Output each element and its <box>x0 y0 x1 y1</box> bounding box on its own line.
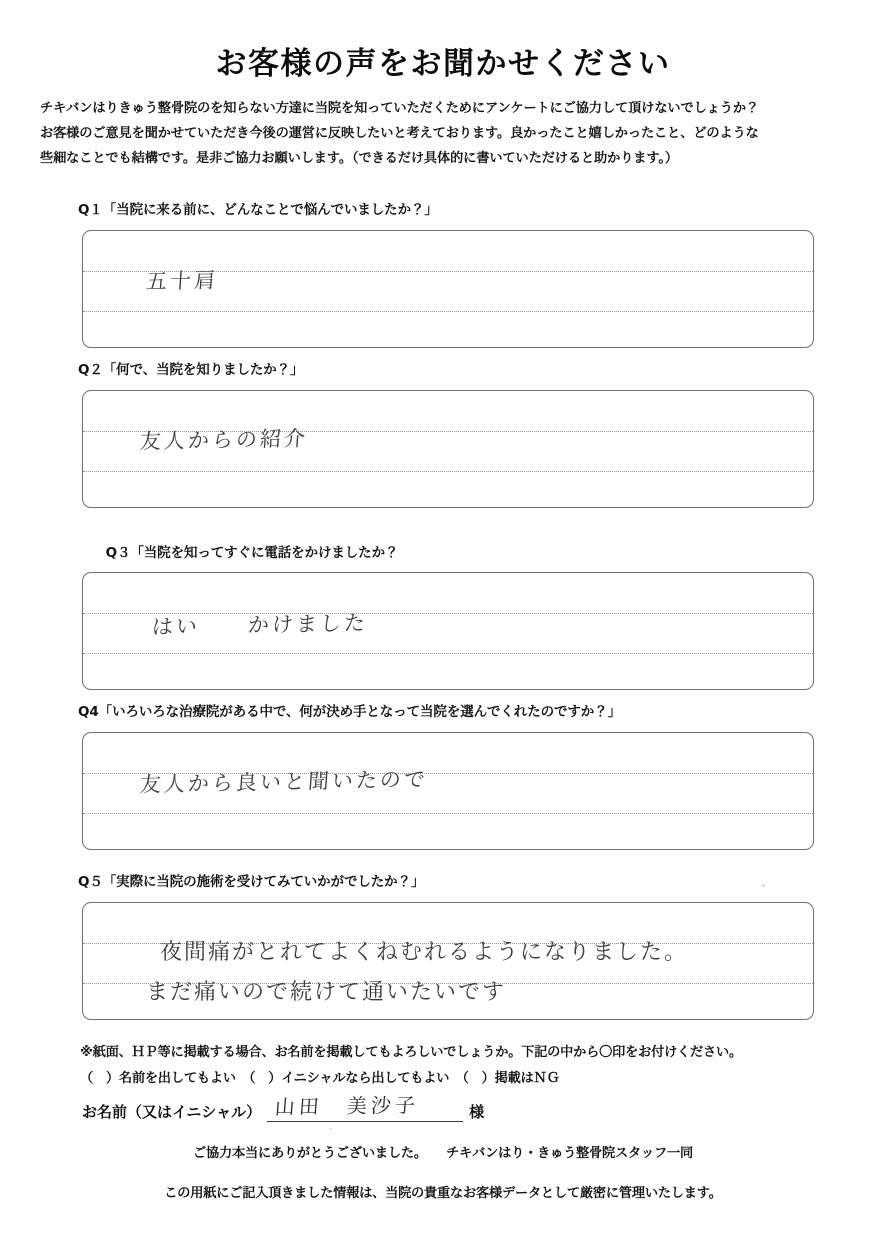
intro-paragraph <box>40 96 852 171</box>
page-title: お客様の声をお聞かせください <box>215 46 671 82</box>
consent-notice-line1: ※紙面、ＨＰ等に掲載する場合、お名前を掲載してもよろしいでしょうか。下記の中から〇印をお付けください。 <box>80 1045 742 1060</box>
intro-line-1: チキバンはりきゅう整骨院のを知らない方達に当院を知っていただくためにアンケートにご協力して頂けないでしょうか？ <box>40 101 760 116</box>
name-input[interactable] <box>267 1092 463 1122</box>
footer-thanks: ご協力本当にありがとうございました。 チキバンはり・きゅう整骨院スタッフ一同 <box>193 1146 693 1161</box>
handwriting-ink: 夜間痛がとれてよくねむれるようになりました。 <box>159 940 688 965</box>
question-label-q4: Q4「いろいろな治療院がある中で、何が決め手となって当院を選んでくれたのですか？」 <box>78 704 621 720</box>
footer-privacy-note: この用紙にご記入頂きました情報は、当院の貴重なお客様データとして厳密に管理いたします。 <box>164 1186 722 1201</box>
question-label-q5: Q５「実際に当院の施術を受けてみていかがでしたか？」 <box>78 874 425 890</box>
handwriting-ink: 友人からの紹介 <box>139 426 309 454</box>
name-field-row <box>82 1092 485 1122</box>
handwritten-name-value: 山田 美沙子 <box>274 1092 420 1120</box>
handwriting-ink: 友人から良いと聞いたので <box>139 767 429 797</box>
name-field-suffix: 様 <box>469 1103 485 1121</box>
intro-line-3: 些細なことでも結構です。是非ご協力お願いします。（できるだけ具体的に書いていただけると助かります。） <box>40 151 679 166</box>
handwritten-answer-q4-line1 <box>100 742 428 820</box>
handwriting-ink: まだ痛いので続けて通いたいです <box>145 980 506 1005</box>
name-field-label: お名前（又はイニシャル） <box>82 1103 262 1121</box>
handwriting-ink: はい かけました <box>151 610 369 640</box>
scan-speck <box>330 1128 332 1130</box>
question-label-q3-line1: Q３「当院を知ってすぐに電話をかけましたか？ <box>105 545 399 561</box>
handwritten-answer-q5-line2 <box>104 950 506 1031</box>
consent-options-line[interactable]: （ ）名前を出してもよい （ ）イニシャルなら出してもよい （ ）掲載はＮＧ <box>80 1071 560 1086</box>
handwritten-answer-q2-line1 <box>100 400 308 478</box>
intro-line-2: お客様のご意見を聞かせていただき今後の運営に反映したいと考えております。良かったこと嬉しかったこと、どのような <box>40 126 759 141</box>
publication-consent-notice <box>80 1040 870 1092</box>
question-label-q2: Q２「何で、当院を知りましたか？」 <box>78 362 304 378</box>
scan-speck <box>762 884 765 887</box>
handwriting-ink: 五十肩 <box>145 268 219 294</box>
question-label-q1: Q１「当院に来る前に、どんなことで悩んでいましたか？」 <box>78 202 438 218</box>
handwritten-answer-q1-line1 <box>106 241 218 319</box>
handwritten-answer-q3-line1 <box>112 585 368 663</box>
